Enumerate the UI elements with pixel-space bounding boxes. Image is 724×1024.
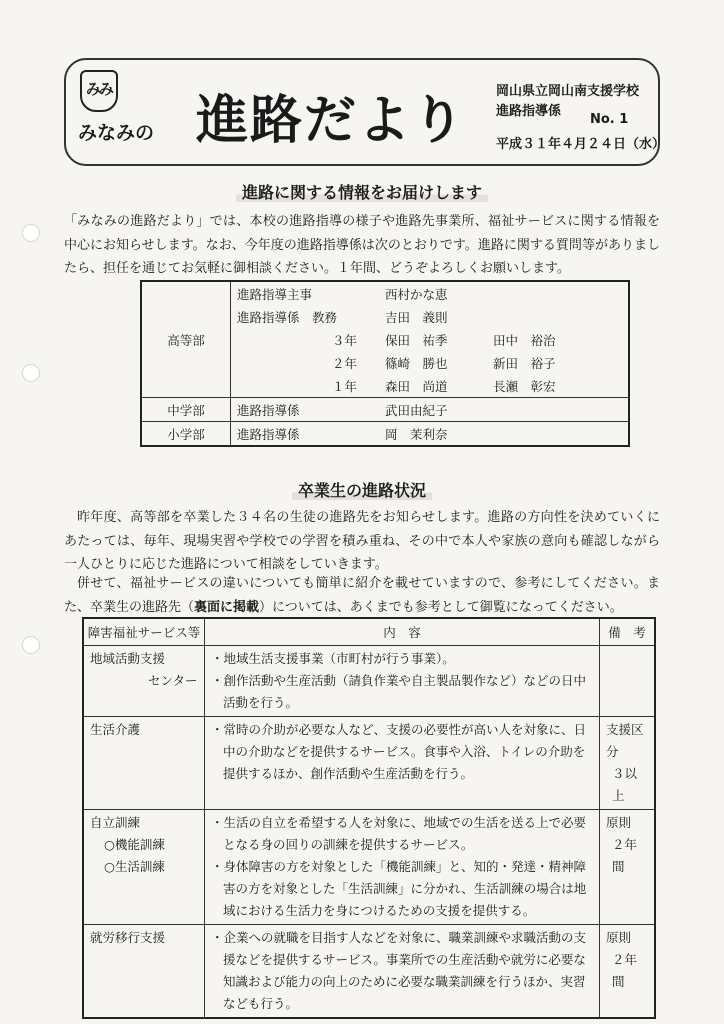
note-line: ３以上 (612, 766, 638, 803)
staff-grade: ２年 (231, 351, 380, 374)
issue-date: 平成３１年４月２４日（水） (496, 137, 666, 152)
staff-name-2: 田中 裕治 (487, 328, 629, 351)
school-logo: みみ (80, 70, 118, 112)
service-note (600, 810, 656, 925)
staff-name: 篠崎 勝也 (385, 355, 448, 371)
staff-name: 森田 尚道 (385, 378, 448, 394)
table-row (83, 717, 655, 810)
newsletter-title: 進路だより (196, 91, 467, 151)
content-bullet: ・身体障害の方を対象とした「機能訓練」と、知的・発達・精神障害の方を対象とした「生活訓練」に分かれ、生活訓練の場合は地域における生活力を身につけるための支援を提供する。 (211, 859, 587, 918)
content-bullet: ・地域生活支援事業（市町村が行う事業）。 (211, 651, 455, 666)
staff-name-2: 長瀬 彰宏 (487, 374, 629, 398)
note-line: 支援区分 (606, 722, 644, 759)
staff-name-2: 新田 裕子 (487, 351, 629, 374)
service-name-line: ○生活訓練 (104, 859, 165, 874)
staff-role: 進路指導係 教務 (231, 305, 380, 328)
p2-text-c: ）については、あくまでも参考として御覧になってください。 (259, 599, 623, 615)
dept-high-school: 高等部 (141, 281, 231, 398)
table-row (83, 646, 655, 717)
staff-role: 進路指導係 (231, 398, 380, 422)
service-content (205, 646, 600, 717)
dept-junior-high: 中学部 (141, 398, 231, 422)
content-bullet: ・生活の自立を希望する人を対象に、地域での生活を送る上で必要となる身の回りの訓練を提供するサービス。 (211, 815, 587, 852)
service-note (600, 925, 656, 1019)
service-name: 就労移行支援 (83, 925, 205, 1019)
binder-hole-top (22, 224, 40, 242)
service-note (600, 717, 656, 810)
staff-grade: １年 (231, 374, 380, 398)
binder-hole-bottom (22, 636, 40, 654)
note-line: 原則 (606, 930, 632, 945)
service-name-line: センター (148, 673, 198, 688)
note-line: ２年間 (612, 952, 638, 989)
graduates-paragraph-1: 昨年度、高等部を卒業した３４名の生徒の進路先をお知らせします。進路の方向性を決めていくにあたっては、毎年、現場実習や学校での学習を積み重ね、その中で本人や家族の意向も確認しながら一人ひとりに応じた進路について相談をしていきます。 (64, 510, 660, 572)
service-name-line: ○機能訓練 (104, 837, 165, 852)
note-line: ２年間 (612, 837, 638, 874)
service-content (205, 925, 600, 1019)
newsletter-title-prefix: みなみの (78, 122, 155, 144)
staff-name: 吉田 義則 (385, 309, 448, 325)
content-bullet: ・創作活動や生産活動（請負作業や自主製品製作など）などの日中活動を行う。 (211, 673, 587, 710)
content-bullet: ・企業への就職を目指す人などを対象に、職業訓練や求職活動の支援などを提供するサービス。事業所での生産活動や就労に必要な知識および能力の向上のために必要な職業訓練を行うほか、実習なども行う。 (211, 930, 587, 1011)
table-row (83, 925, 655, 1019)
p2-text-a: 併せて、福祉サービスの違いについても簡単に紹介を載せていますので、参考にしてください。また、卒業生の進路先（ (64, 576, 660, 615)
service-content (205, 810, 600, 925)
services-table (82, 617, 656, 1019)
service-name (83, 810, 205, 925)
intro-paragraph: 「みなみの進路だより」では、本校の進路指導の様子や進路先事業所、福祉サービスに関する情報を中心にお知らせします。なお、今年度の進路指導係は次のとおりです。進路に関する質問等がありましたら、担任を通じてお気軽に御相談ください。１年間、どうぞよろしくお願いします。 (64, 214, 660, 276)
section-heading-info-text: 進路に関する情報をお届けします (236, 183, 488, 202)
staff-name-2 (487, 305, 629, 328)
dept-elementary: 小学部 (141, 422, 231, 447)
issue-number: No. 1 (590, 112, 629, 127)
staff-grade: ３年 (231, 328, 380, 351)
col-header-content: 内 容 (205, 618, 600, 646)
staff-name: 西村かな恵 (385, 286, 448, 302)
staff-name: 武田由紀子 (379, 398, 629, 422)
service-note (600, 646, 656, 717)
section-heading-graduates (0, 478, 724, 501)
section-heading-graduates-text: 卒業生の進路状況 (292, 481, 432, 500)
school-name: 岡山県立岡山南支援学校 (496, 84, 640, 99)
table-row (83, 810, 655, 925)
department-name: 進路指導係 (496, 104, 562, 119)
note-line: 原則 (606, 815, 632, 830)
section-heading-info (0, 180, 724, 203)
staff-name-2 (487, 281, 629, 305)
col-header-service: 障害福祉サービス等 (83, 618, 205, 646)
staff-role: 進路指導係 (231, 422, 380, 447)
service-content (205, 717, 600, 810)
staff-name: 保田 祐季 (385, 332, 448, 348)
service-name (83, 646, 205, 717)
col-header-notes: 備 考 (600, 618, 656, 646)
service-name-line: 地域活動支援 (90, 651, 166, 666)
service-name: 生活介護 (83, 717, 205, 810)
service-name-line: 自立訓練 (90, 815, 141, 830)
content-bullet: ・常時の介助が必要な人など、支援の必要性が高い人を対象に、日中の介助などを提供するサービス。食事や入浴、トイレの介助を提供するほか、創作活動や生産活動を行う。 (211, 722, 587, 781)
staff-table (140, 280, 630, 447)
staff-name: 岡 茉利奈 (379, 422, 629, 447)
graduates-paragraph-2 (64, 572, 660, 619)
binder-hole-middle (22, 364, 40, 382)
p2-emphasis: 裏面に掲載 (194, 599, 260, 615)
staff-role: 進路指導主事 (231, 281, 380, 305)
